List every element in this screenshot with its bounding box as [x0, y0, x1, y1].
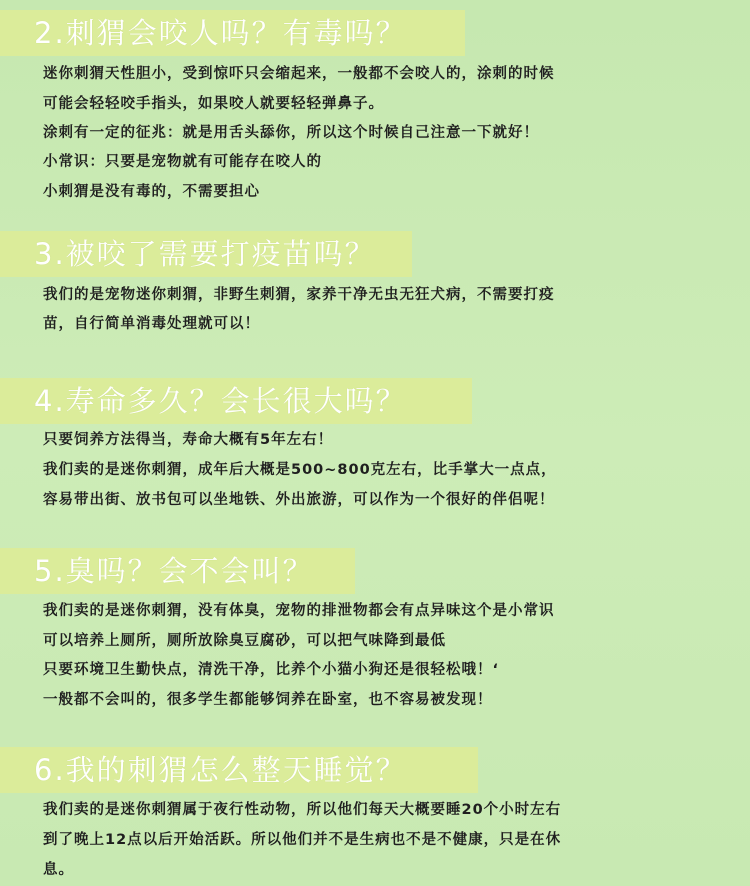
faq-line: 我们卖的是迷你刺猬属于夜行性动物，所以他们每天大概要睡20个小时左右: [43, 802, 562, 818]
faq-line: 到了晚上12点以后开始活跃。所以他们并不是生病也不是不健康，只是在休: [43, 832, 562, 848]
faq-line: 一般都不会叫的，很多学生都能够饲养在卧室，也不容易被发现！: [43, 692, 493, 708]
faq-line: 小常识：只要是宠物就有可能存在咬人的: [43, 154, 322, 170]
faq-heading: 6.我的刺猬怎么整天睡觉？: [0, 747, 478, 793]
faq-line: 可能会轻轻咬手指头，如果咬人就要轻轻弹鼻子。: [43, 96, 384, 112]
faq-line: 我们卖的是迷你刺猬，没有体臭，宠物的排泄物都会有点异味这个是小常识: [43, 603, 555, 619]
faq-line: 迷你刺猬天性胆小，受到惊吓只会缩起来，一般都不会咬人的，涂刺的时候: [43, 66, 555, 82]
faq-line: 息。: [43, 862, 74, 878]
faq-line: 我们的是宠物迷你刺猬，非野生刺猬，家养干净无虫无狂犬病，不需要打疫: [43, 287, 555, 303]
faq-heading: 3.被咬了需要打疫苗吗？: [0, 231, 412, 277]
faq-line: 涂刺有一定的征兆：就是用舌头舔你，所以这个时候自己注意一下就好！: [43, 125, 539, 141]
faq-line: 容易带出街、放书包可以坐地铁、外出旅游，可以作为一个很好的伴侣呢！: [43, 492, 555, 508]
faq-line: 可以培养上厕所，厕所放除臭豆腐砂，可以把气味降到最低: [43, 633, 446, 649]
faq-heading: 2.刺猬会咬人吗？有毒吗？: [0, 10, 465, 56]
faq-line: 只要环境卫生勤快点，清洗干净，比养个小猫小狗还是很轻松哦！‘: [43, 662, 500, 678]
faq-line: 我们卖的是迷你刺猬，成年后大概是500~800克左右，比手掌大一点点，: [43, 462, 557, 478]
faq-line: 只要饲养方法得当，寿命大概有5年左右！: [43, 432, 334, 448]
faq-line: 苗，自行简单消毒处理就可以！: [43, 316, 260, 332]
faq-line: 小刺猬是没有毒的，不需要担心: [43, 184, 260, 200]
faq-heading: 4.寿命多久？会长很大吗？: [0, 378, 472, 424]
faq-heading: 5.臭吗？会不会叫？: [0, 548, 355, 594]
